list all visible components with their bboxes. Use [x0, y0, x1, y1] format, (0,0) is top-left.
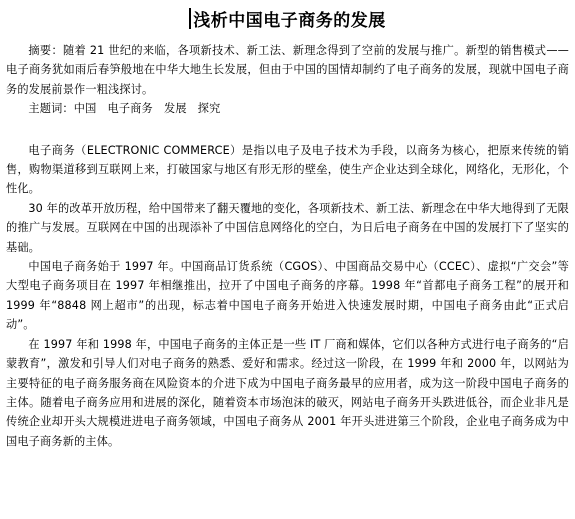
- body-section: [6, 141, 569, 452]
- abstract-section: [6, 41, 569, 119]
- section-spacer: [6, 119, 569, 141]
- text-cursor: [189, 8, 191, 29]
- title-row: [6, 3, 569, 33]
- keywords-line: 主题词：中国 电子商务 发展 探究: [28, 102, 221, 116]
- document-title: 浅析中国电子商务的发展: [193, 10, 386, 31]
- body-paragraph-2: 30 年的改革开放历程，给中国带来了翻天覆地的变化，各项新技术、新工法、新理念在中华大地得到了无限的推广与发展。互联网在中国的出现添补了中国信息网络化的空白，为日后电子商务在中国的发展打下了坚实的基础。: [6, 201, 569, 254]
- abstract-text: 摘要：随着 21 世纪的来临，各项新技术、新工法、新理念得到了空前的发展与推广。新型的销售模式——电子商务犹如雨后春笋般地在中华大地生长发展，但由于中国的国情却制约了电子商务的发展，现就中国电子商务的发展前景作一粗浅探讨。: [6, 44, 569, 96]
- body-paragraph-4: 在 1997 年和 1998 年，中国电子商务的主体正是一些 IT 厂商和媒体，它们以各种方式进行电子商务的“启蒙教育”，激发和引导人们对电子商务的熟悉、爱好和需求。经过这一阶段，在 1999 年和 2000 年，以网站为主要特征的电子商务服务商在风险资本的介进下成为中国电子商务最早的应用者，成为这一阶段中国电子商务的主体。随着电子商务应用和进展的深化，随着资本市场泡沫的破灭，网站电子商务开头跌进低谷，而企业非凡是传统企业却开头大规模进进电子商务领域，中国电子商务从 2001 年开头进进第三个阶段，企业电子商务成为中国电子商务新的主体。: [6, 337, 569, 448]
- body-paragraph-3: 中国电子商务始于 1997 年。中国商品订货系统（CGOS）、中国商品交易中心（CCEC）、虚拟“广交会”等大型电子商务项目在 1997 年相继推出，拉开了中国电子商务的序幕。1998 年“首都电子商务工程”的展开和 1999 年“8848 网上超市”的出现，标志着中国电子商务开始进入快速发展时期，中国电子商务由此“正式启动”。: [6, 260, 569, 332]
- body-paragraph-1: 电子商务（ELECTRONIC COMMERCE）是指以电子及电子技术为手段，以商务为核心，把原来传统的销售，购物渠道移到互联网上来，打破国家与地区有形无形的壁垒，使生产企业达到全球化，网络化，无形化，个性化。: [6, 143, 569, 196]
